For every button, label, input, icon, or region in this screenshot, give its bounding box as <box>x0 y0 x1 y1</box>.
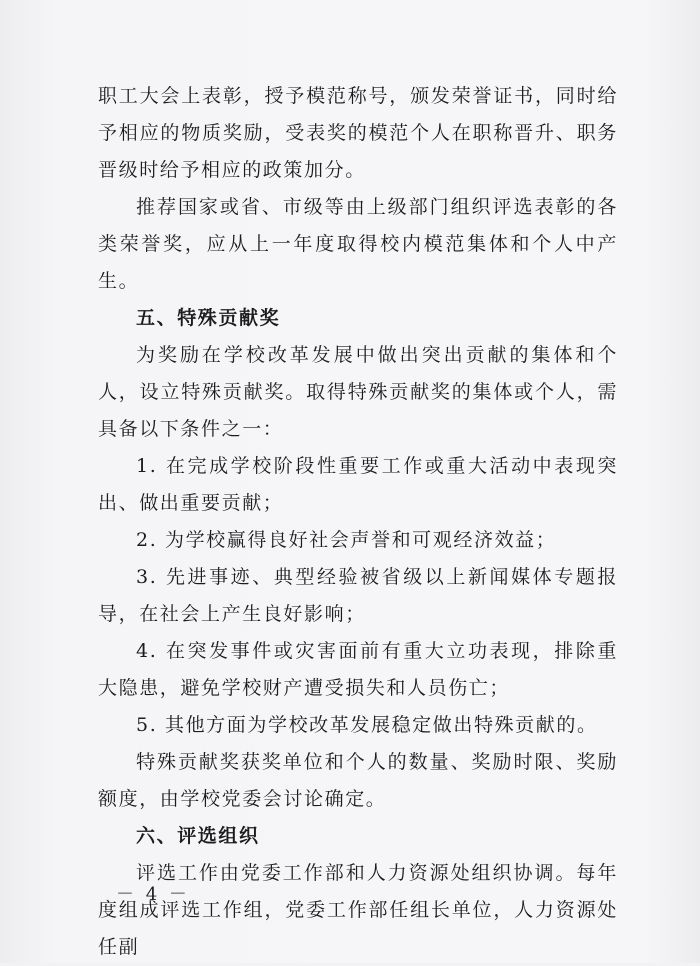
section-heading-organization: 六、评选组织 <box>136 825 260 847</box>
list-item-condition-5: 5. 其他方面为学校改革发展稳定做出特殊贡献的。 <box>136 714 598 736</box>
section-heading-special-contribution: 五、特殊贡献奖 <box>136 307 281 329</box>
document-body <box>98 78 618 966</box>
list-item-condition-4: 4. 在突发事件或灾害面前有重大立功表现，排除重大隐患，避免学校财产遭受损失和人员伤亡； <box>98 640 618 699</box>
paragraph-organization: 评选工作由党委工作部和人力资源处组织协调。每年度组成评选工作组，党委工作部任组长单位，人力资源处任副 <box>98 862 618 958</box>
list-item-condition-1: 1. 在完成学校阶段性重要工作或重大活动中表现突出、做出重要贡献； <box>98 455 618 514</box>
paragraph-commendation: 职工大会上表彰，授予模范称号，颁发荣誉证书，同时给予相应的物质奖励，受表奖的模范个人在职称晋升、职务晋级时给予相应的政策加分。 <box>98 85 618 181</box>
paragraph-award-quantity: 特殊贡献奖获奖单位和个人的数量、奖励时限、奖励额度，由学校党委会讨论确定。 <box>98 751 618 810</box>
list-item-condition-3: 3. 先进事迹、典型经验被省级以上新闻媒体专题报导，在社会上产生良好影响； <box>98 566 618 625</box>
page-number: － 4 － <box>116 884 190 905</box>
list-item-condition-2: 2. 为学校赢得良好社会声誉和可观经济效益； <box>136 529 557 551</box>
paragraph-special-contribution-intro: 为奖励在学校改革发展中做出突出贡献的集体和个人，设立特殊贡献奖。取得特殊贡献奖的集体或个人，需具备以下条件之一： <box>98 344 618 440</box>
paragraph-recommendation: 推荐国家或省、市级等由上级部门组织评选表彰的各类荣誉奖，应从上一年度取得校内模范集体和个人中产生。 <box>98 196 618 292</box>
